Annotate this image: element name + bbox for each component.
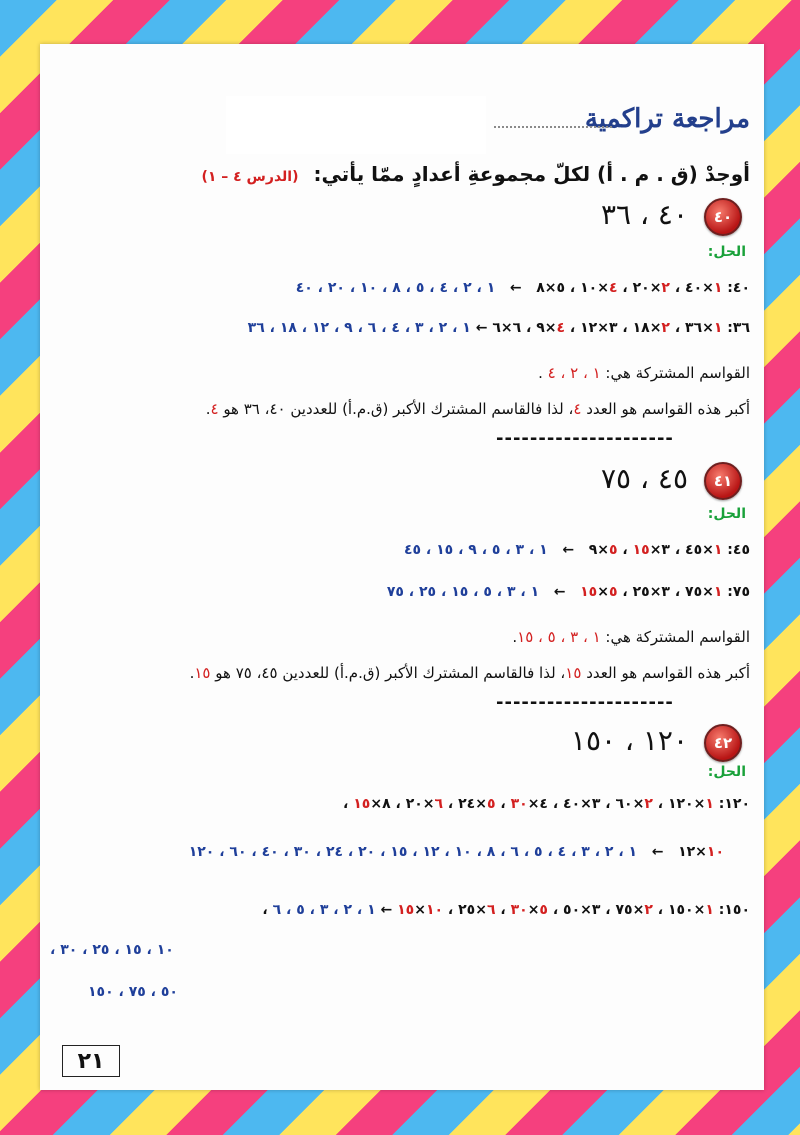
problem-numbers: ٤٥ ، ٧٥ (601, 462, 688, 495)
problem-numbers: ١٢٠ ، ١٥٠ (570, 724, 688, 757)
worksheet-page (40, 44, 764, 1090)
factor-list-cont: ١٠ ، ١٥ ، ٢٥ ، ٣٠ ، (50, 942, 174, 958)
factor-row-75: ٧٥: ١×٧٥ ، ٣×٢٥ ، ٥×١٥ ← ١ ، ٣ ، ٥ ، ١٥ ، ٢٥ ، ٧٥ (386, 584, 750, 600)
factor-row-150: ١٥٠: ١×١٥٠ ، ٢×٧٥ ، ٣×٥٠ ، ٥×٣٠ ، ٦×٢٥ ، ١٠×١٥ ← ١ ، ٢ ، ٣ ، ٥ ، ٦ ، (262, 902, 750, 918)
factor-row-45: ٤٥: ١×٤٥ ، ٣×١٥ ، ٥×٩ ← ١ ، ٣ ، ٥ ، ٩ ، ١٥ ، ٤٥ (403, 542, 750, 558)
section-divider: --------------------- (496, 692, 674, 713)
solution-label: الحل: (707, 764, 746, 780)
page-number: ٢١ (62, 1045, 120, 1077)
instruction (201, 162, 750, 186)
problem-number-badge: ٤٠ (704, 198, 742, 236)
solution-label: الحل: (707, 506, 746, 522)
problem-number-badge: ٤٢ (704, 724, 742, 762)
factor-list-cont: ٥٠ ، ٧٥ ، ١٥٠ (88, 984, 178, 1000)
factor-row-120: ١٢٠: ١×١٢٠ ، ٢×٦٠ ، ٣×٤٠ ، ٤×٣٠ ، ٥×٢٤ ، ٦×٢٠ ، ٨×١٥ ، (343, 796, 750, 812)
section-title: مراجعة تراكمية (584, 104, 750, 134)
gcf-conclusion: أكبر هذه القواسم هو العدد ٤، لذا فالقاسم المشترك الأكبر (ق.م.أ) للعددين ٤٠، ٣٦ هو ٤. (205, 400, 750, 418)
solution-label: الحل: (707, 244, 746, 260)
header-blank-box (226, 96, 486, 154)
factor-row-36: ٣٦: ١×٣٦ ، ٢×١٨ ، ٣×١٢ ، ٤×٩ ، ٦×٦ ← ١ ، ٢ ، ٣ ، ٤ ، ٦ ، ٩ ، ١٢ ، ١٨ ، ٣٦ (247, 320, 750, 336)
instruction-text: أوجدْ (ق . م . أ) لكلّ مجموعةِ أعدادٍ ممّا يأتي: (313, 162, 750, 186)
factor-row-40: ٤٠: ١×٤٠ ، ٢×٢٠ ، ٤×١٠ ، ٥×٨ ← ١ ، ٢ ، ٤ ، ٥ ، ٨ ، ١٠ ، ٢٠ ، ٤٠ (295, 280, 750, 296)
factor-list: ١ ، ٢ ، ٣ ، ٥ ، ٦ (272, 902, 376, 918)
title-dotted-line (494, 126, 612, 128)
factor-row-120-cont: ١٠×١٢ ← ١ ، ٢ ، ٣ ، ٤ ، ٥ ، ٦ ، ٨ ، ١٠ ، ١٢ ، ١٥ ، ٢٠ ، ٢٤ ، ٣٠ ، ٤٠ ، ٦٠ ، ١٢٠ (188, 844, 724, 860)
section-divider: --------------------- (496, 428, 674, 449)
factor-list: ١ ، ٣ ، ٥ ، ٩ ، ١٥ ، ٤٥ (403, 542, 548, 558)
factor-list: ١ ، ٣ ، ٥ ، ١٥ ، ٢٥ ، ٧٥ (386, 584, 540, 600)
factor-list: ١ ، ٢ ، ٤ ، ٥ ، ٨ ، ١٠ ، ٢٠ ، ٤٠ (295, 280, 496, 296)
gcf-conclusion: أكبر هذه القواسم هو العدد ١٥، لذا فالقاسم المشترك الأكبر (ق.م.أ) للعددين ٤٥، ٧٥ هو ١٥. (189, 664, 750, 682)
problem-numbers: ٤٠ ، ٣٦ (601, 198, 688, 231)
common-factors: القواسم المشتركة هي: ١ ، ٣ ، ٥ ، ١٥. (512, 628, 750, 646)
lesson-reference: (الدرس ٤ – ١) (201, 169, 299, 185)
problem-number-badge: ٤١ (704, 462, 742, 500)
common-factors: القواسم المشتركة هي: ١ ، ٢ ، ٤ . (538, 364, 750, 382)
factor-list: ١ ، ٢ ، ٣ ، ٤ ، ٥ ، ٦ ، ٨ ، ١٠ ، ١٢ ، ١٥ ، ٢٠ ، ٢٤ ، ٣٠ ، ٤٠ ، ٦٠ ، ١٢٠ (188, 844, 638, 860)
factor-list: ١ ، ٢ ، ٣ ، ٤ ، ٦ ، ٩ ، ١٢ ، ١٨ ، ٣٦ (247, 320, 471, 336)
